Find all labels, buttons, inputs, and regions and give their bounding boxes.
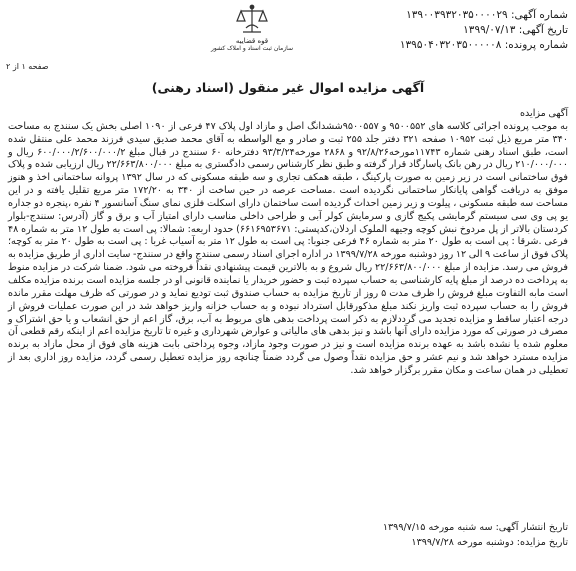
page-indicator: صفحه ۱ از ۲ [6, 62, 49, 71]
notice-body [8, 108, 568, 378]
org-line-1: قوه قضاییه [235, 37, 269, 45]
notice-meta [318, 8, 568, 53]
file-number: شماره پرونده: ۱۳۹۵۰۴۰۳۲۰۳۵۰۰۰۰۰۸ [399, 39, 568, 51]
notice-title: آگهی مزایده اموال غیر منقول (اسناد رهنی) [151, 80, 425, 95]
org-line-2: سازمان ثبت اسناد و املاک کشور [210, 45, 294, 52]
first-publish-date: تاریخ انتشار آگهی: سه شنبه مورخه ۱۳۹۹/۷/۱۵ [382, 522, 568, 533]
judiciary-emblem [204, 2, 300, 64]
notice-footer [383, 521, 568, 550]
body-heading: آگهی مزایده [519, 108, 568, 119]
ad-number: شماره آگهی: ۱۳۹۰۰۳۹۳۲۰۳۵۰۰۰۰۲۹ [406, 9, 568, 21]
emblem-icon [235, 2, 269, 36]
body-paragraph: به موجب پرونده اجرائی کلاسه های ۹۵۰۰۵۵۲ و ۹۵۰۰۵۵۷ششدانگ اصل و مازاد اول پلاک ۴۷ فرعی از ۱۰۹۰ اصلی بخش یک سنندج به مساحت ۳۴۰ متر مربع ذیل ثبت ۱۰۹۵۲ صفحه ۳۲۱ دفتر جلد ۲۵۵ ثبت و صادر و مع الواسطه به آقای محمد صدیق سیدی فرزند محمد علی منتقل شده است، طبق اسناد رهنی شماره ۱۱۷۴۳مورخه۹۲/۸/۲۶ و ۲۸۶۸ مورخه۹۳/۳/۲۴ دفترخانه ۶۰ سنندج در قبال مبلغ ۶۰۰/۰۰۰/۲/۶۰۰/۰۰۰/۲ ریال و ۲۱۰/۰۰۰/۰۰۰ ریال در رهن بانک پاسارگاد قرار گرفته و طبق نظر کارشناس رسمی دادگستری به مبلغ ۲۲/۶۶۳/۸۰۰/۰۰۰ ریال ارزیابی شده و پلاک فوق ساختمانی است در زیر زمین به صورت پارکینگ ، طبقه همکف تجاری و سه طبقه مسکونی که در سال ۱۳۹۲ پروانه ساختمانی اخذ و هنوز موفق به دریافت گواهی پایانکار ساختمانی نگردیده است .مساحت عرصه در حین ساخت از ۳۴۰ به ۱۷۲/۲۰ متر مربع تقلیل یافته و در این مساحت سه طبقه مسکونی ، پیلوت و زیر زمین احداث گردیده است ساختمان دارای اسکلت فلزی نمای سنگ آسانسور ۴ نفره ،پنجره دو جداره یو پی وی سی سیستم گرمایشی پکیج گازی و سرمایش کولر آبی و طراحی داخلی مناسب دارای امتیاز آب و برق و گاز (آدرس: سنندج-بلوار کردستان بالاتر از پل مردوخ نبش کوچه وجیهه الملوک اردلان،کدپستی: ۶۶۱۶۹۵۳۶۷۱) حدود اربعه: شمالا: پی است به طول ۱۲ متر به شماره ۴۸ فرعی .شرقا : پی است به طول ۲۰ متر به شماره ۴۶ فرعی جنوبا: پی است به طول ۱۲ متر به آسیاب غربا : پی است به طول ۲۰ متر به کوچه؛ پلاک فوق از ساعت ۹ الی ۱۲ روز دوشنبه مورخه ۱۳۹۹/۷/۲۸ در اداره اجرای اسناد رسمی سنندج واقع در سنندج- سایت اداری از طریق مزایده به فروش می رسد. مزایده از مبلغ ۲۲/۶۶۳/۸۰۰/۰۰۰ ریال شروع و به بالاترین قیمت پیشنهادی نقداً فروخته می شود. ضمنا شرکت در مزایده منوط به پرداخت ده درصد از مبلغ پایه کارشناسی به حساب سپرده ثبت و حضور خریدار یا نماینده قانونی او در جلسه مزایده است برنده مزایده مکلف است مابه التفاوت مبلغ فروش را ظرف مدت ۵ روز از تاریخ مزایده به حساب صندوق ثبت تودیع نماید و در صورتی که ظرف مهلت مقرر مانده فروش را به حساب سپرده ثبت واریز نکند مبلغ مذکورقابل استرداد نبوده و به حساب خزانه واریز خواهد شد در این صورت عملیات فروش از درجه اعتبار ساقط و مزایده تجدید می گرددلازم به ذکر است پرداخت بدهی های مربوط به آب، برق، گاز اعم از حق انشعاب و یا حق اشتراک و مصرف در صورتی که مورد مزایده دارای آنها باشد و نیز بدهی های مالیاتی و عوارض شهرداری و غیره تا تاریخ مزایده اعم از اینکه رقم قطعی آن معلوم شده یا نشده باشد به عهده برنده مزایده است و نیز در صورت وجود مازاد، وجوه پرداختی بابت هزینه های فوق از محل مازاد به برنده مزایده مسترد خواهد شد و نیم عشر و حق مزایده نقداً وصول می گردد ضمناً چنانچه روز مزایده تعطیل رسمی گردد، مزایده روز اداری بعد از تعطیلی در همان ساعت و مکان مقرر برگزار خواهد شد. [8, 120, 569, 376]
ad-date: تاریخ آگهی: ۱۳۹۹/۰۷/۱۳ [463, 24, 568, 36]
auction-date: تاریخ مزایده: دوشنبه مورخه ۱۳۹۹/۷/۲۸ [411, 536, 568, 548]
